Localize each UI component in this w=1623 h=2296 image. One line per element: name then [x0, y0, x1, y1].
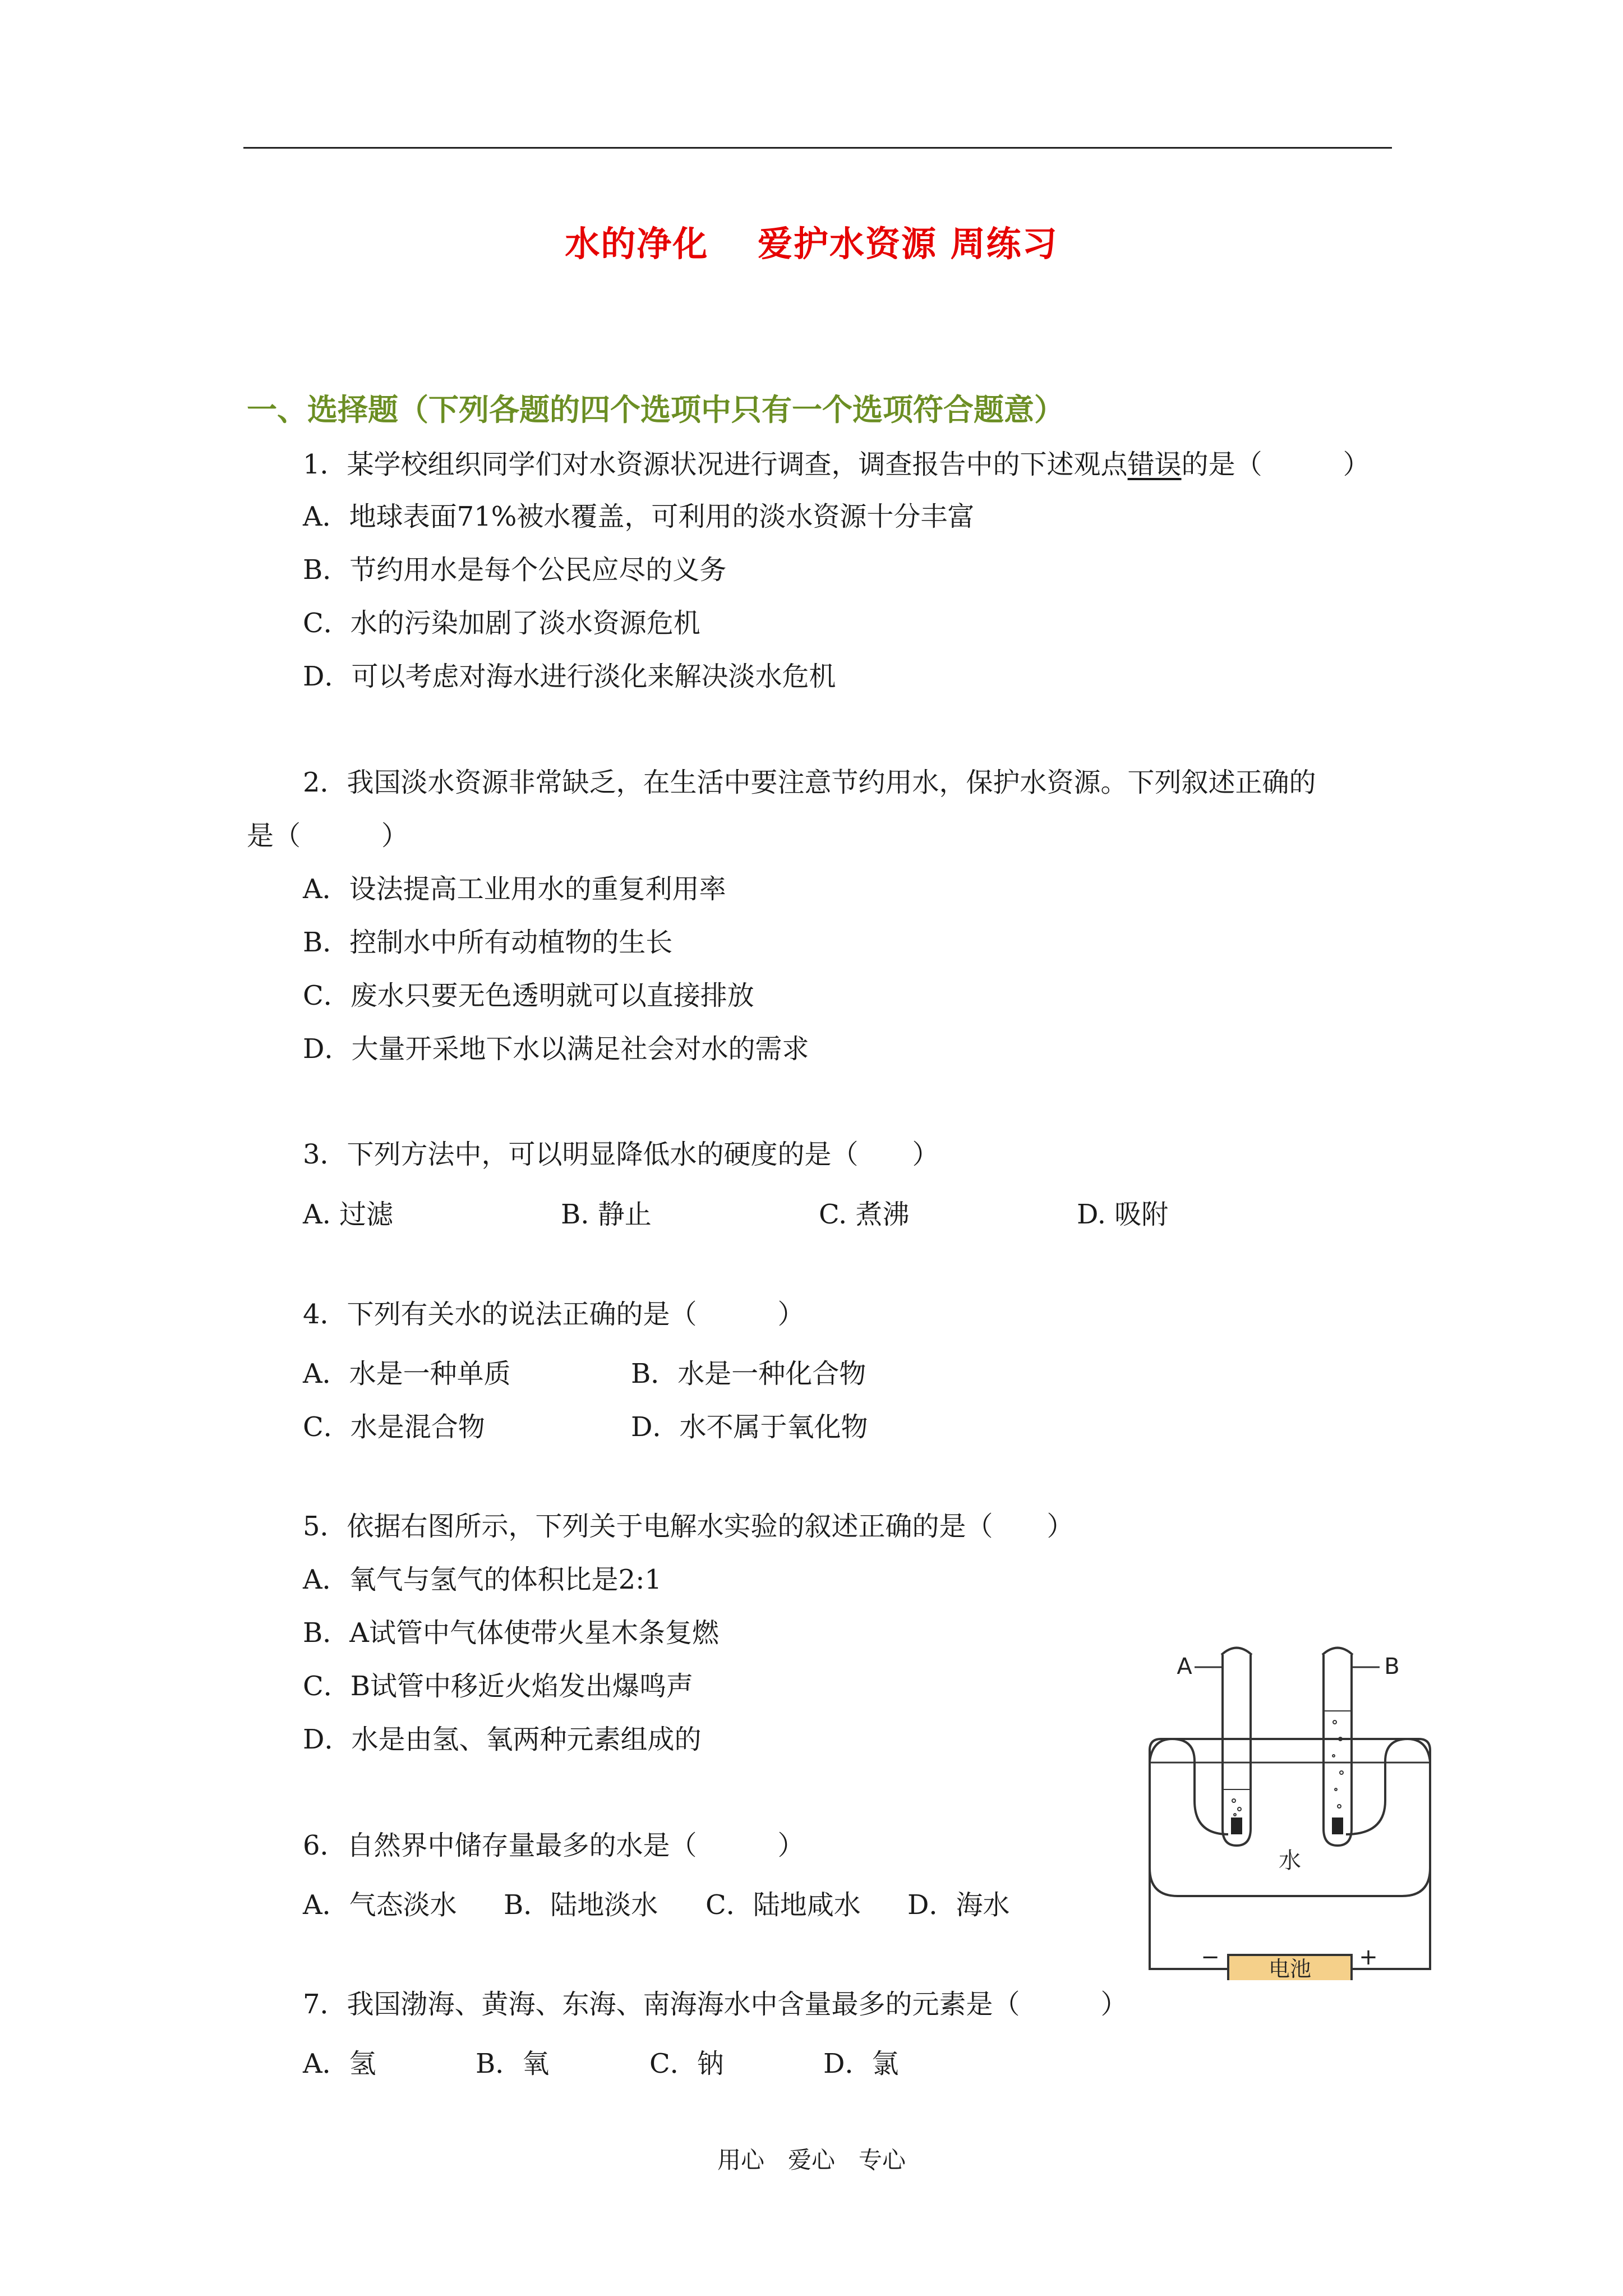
gas-bubbles — [1232, 1720, 1343, 1816]
wire-left — [1150, 1739, 1228, 1969]
water-label: 水 — [1279, 1848, 1301, 1874]
test-tube-a — [1223, 1655, 1251, 1846]
question-7-option-a[interactable]: A．氢 — [303, 2048, 376, 2079]
question-2-stem: 2．我国淡水资源非常缺乏，在生活中要注意节约用水，保护水资源。下列叙述正确的 — [303, 767, 1316, 798]
page-title: 水的净化 爱护水资源 周练习 — [565, 223, 1058, 264]
question-3-option-a[interactable]: A. 过滤 — [303, 1199, 394, 1230]
question-2-option-d[interactable]: D．大量开采地下水以满足社会对水的需求 — [303, 1033, 809, 1065]
page-footer: 用心 爱心 专心 — [717, 2146, 906, 2174]
question-2-option-a[interactable]: A．设法提高工业用水的重复利用率 — [303, 873, 726, 905]
negative-terminal-label: − — [1201, 1944, 1220, 1970]
question-4-option-a[interactable]: A．水是一种单质 — [303, 1358, 511, 1389]
question-1-option-d[interactable]: D．可以考虑对海水进行淡化来解决淡水危机 — [303, 661, 836, 692]
emphasis-text: 错误 — [1127, 449, 1182, 480]
question-6-option-d[interactable]: D．海水 — [907, 1889, 1010, 1921]
question-6-stem: 6．自然界中储存量最多的水是（ ） — [303, 1830, 805, 1861]
electrolysis-diagram — [1138, 1632, 1441, 1980]
question-6-option-b[interactable]: B．陆地淡水 — [504, 1889, 658, 1921]
question-1-option-b[interactable]: B．节约用水是每个公民应尽的义务 — [303, 554, 727, 586]
water-trough — [1150, 1750, 1430, 1896]
question-3-option-d[interactable]: D. 吸附 — [1077, 1199, 1169, 1230]
label-b: B — [1384, 1654, 1400, 1680]
label-a: A — [1177, 1654, 1192, 1680]
question-4-option-c[interactable]: C．水是混合物 — [303, 1411, 485, 1443]
question-1-option-c[interactable]: C．水的污染加剧了淡水资源危机 — [303, 608, 700, 639]
question-7-option-b[interactable]: B．氧 — [476, 2048, 550, 2079]
section-heading: 一、选择题（下列各题的四个选项中只有一个选项符合题意） — [247, 392, 1064, 427]
test-tube-b-top — [1322, 1648, 1353, 1655]
question-3-option-c[interactable]: C. 煮沸 — [819, 1199, 910, 1230]
positive-terminal-label: + — [1359, 1944, 1378, 1970]
question-6-option-c[interactable]: C．陆地咸水 — [706, 1889, 861, 1921]
question-4-stem: 4．下列有关水的说法正确的是（ ） — [303, 1299, 805, 1330]
question-7-option-d[interactable]: D．氯 — [823, 2048, 899, 2079]
test-tube-b — [1324, 1655, 1352, 1846]
question-5-option-b[interactable]: B．A试管中气体使带火星木条复燃 — [303, 1617, 719, 1649]
question-3-stem: 3．下列方法中，可以明显降低水的硬度的是（ ） — [303, 1139, 939, 1170]
question-7-stem: 7．我国渤海、黄海、东海、南海海水中含量最多的元素是（ ） — [303, 1989, 1128, 2020]
test-tube-a-top — [1221, 1648, 1252, 1655]
header-rule — [243, 147, 1392, 149]
question-5-option-a[interactable]: A．氧气与氢气的体积比是2:1 — [303, 1564, 662, 1595]
question-1-option-a[interactable]: A．地球表面71%被水覆盖，可利用的淡水资源十分丰富 — [303, 501, 975, 532]
question-2-option-c[interactable]: C．废水只要无色透明就可以直接排放 — [303, 980, 754, 1011]
question-7-option-c[interactable]: C．钠 — [649, 2048, 724, 2079]
wire-right — [1346, 1739, 1430, 1969]
electrode-b — [1332, 1818, 1343, 1834]
question-2-option-b[interactable]: B．控制水中所有动植物的生长 — [303, 927, 673, 958]
question-2-stem-cont: 是（ ） — [247, 820, 409, 852]
question-4-option-d[interactable]: D．水不属于氧化物 — [631, 1411, 868, 1443]
question-3-option-b[interactable]: B. 静止 — [561, 1199, 652, 1230]
question-6-option-a[interactable]: A．气态淡水 — [303, 1889, 457, 1921]
question-1-stem: 1．某学校组织同学们对水资源状况进行调查，调查报告中的下述观点错误的是（ ） — [303, 449, 1370, 480]
electrode-a — [1231, 1818, 1242, 1834]
question-5-option-c[interactable]: C．B试管中移近火焰发出爆鸣声 — [303, 1671, 694, 1702]
question-5-option-d[interactable]: D．水是由氢、氧两种元素组成的 — [303, 1724, 702, 1755]
question-5-stem: 5．依据右图所示，下列关于电解水实验的叙述正确的是（ ） — [303, 1511, 1074, 1542]
question-4-option-b[interactable]: B．水是一种化合物 — [631, 1358, 866, 1389]
battery-label: 电池 — [1268, 1957, 1312, 1980]
